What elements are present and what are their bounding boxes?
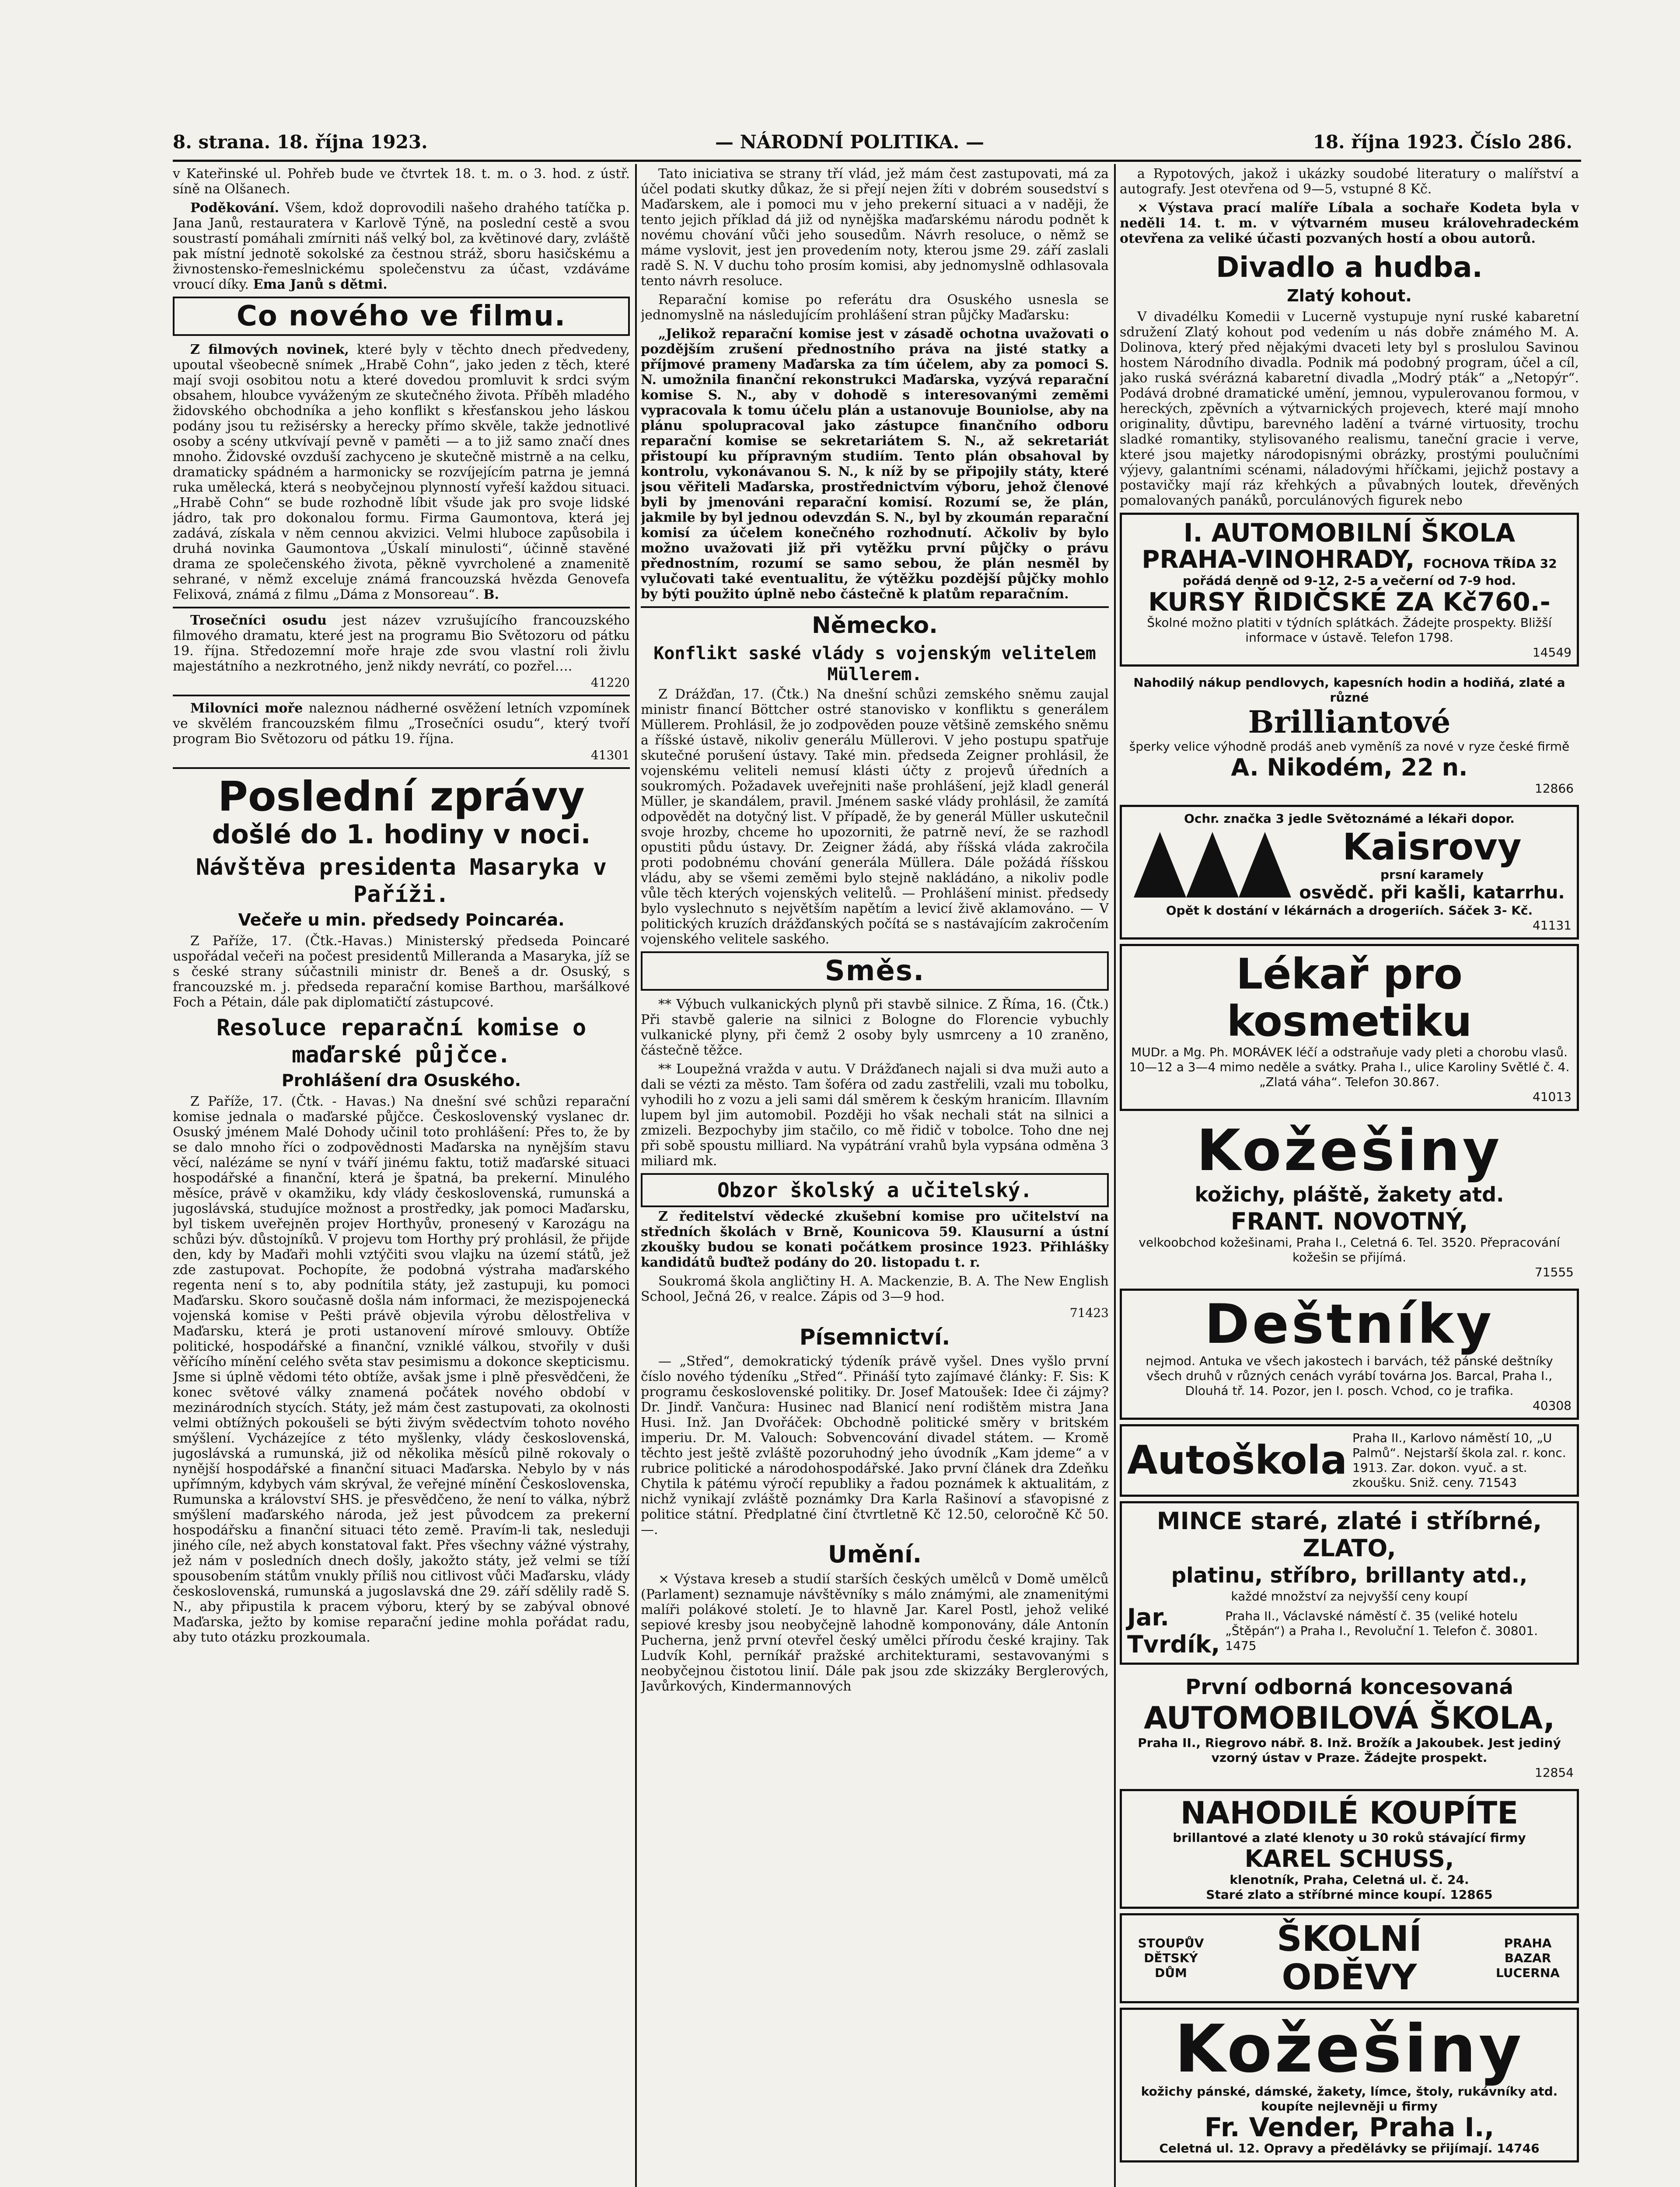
ad-name: Jar. Tvrdík, [1127,1604,1220,1658]
ad-title-block [1277,1920,1422,1997]
ad-reference: 1475 [1225,1639,1257,1653]
divider [641,606,1109,608]
section-heading-art: Umění. [828,1541,922,1568]
ad-text [1127,1887,1572,1902]
notice-text: naleznou nádherné osvěžení letních vzpomínek ve skvělém francouzském filmu „Trosečníci osudu“, který tvoří program Bio Světozoru od pátku 19. října. [173,701,630,747]
ad-body [1127,826,1572,903]
ad-school-clothes [1120,1913,1579,2003]
ad-text: velkoobchod kožešinami, Praha I., Celetná 6. Tel. 3520. Přepracování kožešin se přijímá. [1139,1235,1560,1265]
article-text: v Kateřinské ul. Pohřeb bude ve čtvrtek 18. t. m. o 3. hod. z ústř. síně na Olšanech. [173,166,630,197]
notice-lead: Milovníci moře [190,701,303,716]
subheading-dinner: Večeře u min. předsedy Poincaréa. [238,910,565,929]
ad-text: nejmod. Antuka ve všech jakostech i barvách, též pánské deštníky všech druhů v různých cenách vyrábí továrna Jos. Barcal, Praha I., Dlouhá tř. 14. Pozor, jen I. posch. Vchod, co je trafika. [1146,1354,1553,1398]
section-heading-mix: Směs. [641,951,1109,991]
ad-text-body: Praha II., Václavské náměstí č. 35 (veliké hotelu „Štěpán“) a Praha I., Revoluční 1. Telefon č. 30801. [1225,1609,1538,1638]
film-signature: B. [483,587,499,602]
ad-text: Opět k dostání v lékárnách a drogeriích. Sáček 3- Kč. [1166,903,1533,918]
fir-tree-icon [1134,832,1186,898]
ad-furs-vender [1120,2008,1579,2163]
school-ad: Soukromá škola angličtiny H. A. Mackenzie, B. A. The New English School, Ječná 26, v realce. Zápis od 3—9 hod. [641,1274,1109,1304]
article-text: × Výstava prací malíře Líbala a sochaře Kodeta byla v neděli 14. t. m. v výtvarném museu královehradeckém otevřena za veliké účasti pozvaných hostí a obou autorů. [1120,200,1579,246]
ad-name: KAREL SCHUSS, [1244,1845,1454,1873]
section-heading-film: Co nového ve filmu. [173,297,630,336]
dinner-article: Z Paříže, 17. (Čtk.-Havas.) Ministerský předseda Poincaré uspořádal večeři na počest presidentů Millerandа a Masaryka, jíž se s české strany súčastnili ministr dr. Beneš a dr. Osuský, s francouzské m. j. předseda reparační komise Barthou, maršálkové Foch a Pétain, dále pak diplomatičtí zástupcové. [173,933,630,1010]
ad-title: AUTOMOBILOVÁ ŠKOLA, [1143,1700,1555,1736]
art-article: × Výstava kreseb a studií starších českých umělců v Domě umělců (Parlament) seznamuje návštěvníky s málo známými, ale znamenitými malíři polákové století. Je to hlavně Jar. Karel Postl, jehož veliké sepiové kresby jsou neobyčejně lahodně komponovány, dále Antonín Pucherna, jenž první otevřel český umělci přírodu české krajiny. Tak Ludvík Kohl, perníkář pražské architekturami, sestavovanými s neobyčejnou čistotou linií. Dále pak jsou zde skizzáky Berglerových, Javůrkových, Kindermannových [641,1572,1109,1694]
ad-title: KURSY ŘIDIČSKÉ ZA Kč760.- [1148,587,1551,617]
ad-reference: 14746 [1497,2141,1540,2156]
headline-resolution: Resoluce reparační komise o maďarské půjčce. [216,1015,587,1068]
column-1 [173,166,630,2187]
ad-text-body: Praha II., Karlovo náměstí 10, „U Palmů“. Nejstarší škola zal. r. konc. 1913. Zar. dokon. vyuč. a st. zkoušku. Sniž. ceny. [1352,1431,1566,1490]
film-notice [173,701,630,747]
ad-title: A. Nikodém, 22 n. [1231,754,1468,781]
divider [173,695,630,696]
ad-driving-school [1120,1424,1579,1497]
ad-text: pořádá denně od 9-12, 2-5 a večerní od 7-9 hod. [1183,573,1516,588]
ad-text: klenotník, Praha, Celetná ul. č. 24. [1229,1873,1469,1887]
header-date-number: 18. října 1923. Číslo 286. [1313,131,1572,153]
thanks-text: Všem, kdož doprovodili našeho drahého tatíčka p. Jana Janů, restauratera v Karlově Týně, na poslední cestě a svou soustrastí pomáhali zmírniti náš velký bol, za květinové dary, zvláště pak místní jednotě sokolské za čestnou stráž, sboru hasičskému a živnostensko-řemeslnickému společenstvu za účast, vzdáváme vroucí díky. [173,200,630,292]
ad-address: FOCHOVA TŘÍDA 32 [1423,556,1557,571]
column-2 [641,166,1109,2187]
column-divider [1114,164,1116,2187]
fir-trees-logo [1134,832,1291,898]
literature-article: — „Střed“, demokratický týdeník právě vyšel. Dnes vyšlo první číslo nového týdeníku „Střed“. Přináší tyto zajímavé články: F. Sis: K programu československé politiky. Dr. Josef Matoušek: Idee či zájmy? Dr. Jindř. Vančura: Husinec nad Blanicí není rodištěm mistra Jana Husi. Inž. Jan Dvořáček: Obchodně politické směry v britském imperiu. Dr. M. Valouch: Sobvencování divadel státem. — Kromě těchto jest ještě zvláště pozoruhodný jeho úvodník „Kam jdeme“ a v rubrice politické a národohospodářské. Jako první článek dra Zdeňku Chytila k pátému výročí republiky a řadou poznámek k aktualitám, z nichž vynikají zvláště poznámky Dra Karla Rašinoví a sťavopisné z politice státní. Předplatné činí čtvrtletně Kč 12.50, celoročně Kč 50.—. [641,1354,1109,1537]
ad-text: STOUPŮV DĚTSKÝ DŮM [1138,1936,1204,1980]
ad-title: Kaisrovy [1342,825,1522,868]
ad-automobile-school [1120,513,1579,667]
fir-tree-icon [1239,832,1291,898]
ad-reference: 12865 [1450,1887,1493,1902]
mix-item: ** Výbuch vulkanických plynů při stavbě silnice. Z Říma, 16. (Čtk.) Při stavbě galerie na silnici z Bologne do Florencie vybuchly vulkanické plyny, při čemž 2 osoby byly usmrceny a 10 zraněno, částečně těžce. [641,997,1109,1058]
ad-text: Ochr. značka 3 jedle Světoznámé a lékaři dopor. [1184,811,1515,826]
ad-text: každé množství za nejvyšší ceny koupí [1231,1589,1468,1604]
film-lead: Z filmových novinek, [190,342,349,357]
film-article [173,342,630,602]
ad-umbrellas [1120,1289,1579,1420]
ad-title: I. AUTOMOBILNÍ ŠKOLA [1183,518,1516,548]
page-header [173,131,1572,157]
ad-text: Školné možno platiti v týdních splátkách. Žádejte prospekty. Bližší informace v ústavě. Telefon 1798. [1147,615,1552,645]
ad-reference: 71543 [1477,1475,1517,1490]
ad-reference: 71555 [1534,1265,1574,1279]
ad-text: osvědč. při kašli, katarrhu. [1299,883,1565,903]
ad-kaisers-caramels [1120,805,1579,940]
ad-text: brillantové a zlaté klenoty u 30 roků stávající firmy [1173,1831,1526,1845]
ad-reference: 41131 [1532,918,1572,933]
section-heading-literature: Písemnictví. [799,1324,950,1350]
ad-cosmetics-doctor [1120,944,1579,1111]
film-text: které byly v těchto dnech předvedeny, upoutal všeobecně snímek „Hrabě Cohn“, jako jeden z těch, které mají svoji osobitou notu a které dovedou promluvit k srdci svým obsahem, hloubce vyváženým ze skutečného života. Příběh mladého židovského obchodníka a jeho konflikt s křesťanskou jeho láskou podány jsou tu režisérsky a herecky přímo skvěle, takže jednotlivé osoby a scény utkvívají pevně v paměti — a to již samo značí dnes mnoho. Židovské ovzduší zachyceno je skutečně mistrně a na celku, dramaticky spádném a harmonicky se rozvíjejícím patrna je jemná ruka umělecká, která s neobyčejnou plynností vyřeší každou situaci. „Hrabě Cohn“ se bude rozhodně líbit všude jak pro svoje lidské jádro, tak pro dokonalou formu. Firma Gaumontova, která jej zadává, získala v něm cennou akvizici. Velmi hluboce zapůsobila i druhá novinka Gaumontova „Úskalí minulosti“, účinně stavěné drama ze společenského života, pěkně vyvrcholené a znamenitě sehrané, v němž exceluje známá francouzská hvězda Genovefa Felixová, známá z filmu „Dáma z Monsoreau“. [173,342,630,602]
ad-reference: 41220 [590,675,630,690]
subheading-osusky: Prohlášení dra Osuského. [281,1071,521,1090]
ad-jewellery [1120,671,1579,800]
ad-text-body: Celetná ul. 12. Opravy a předělávky se přijímají. [1159,2141,1493,2156]
ad-text: kožichy pánské, dámské, žakety, límce, štoly, rukávníky atd. koupíte nejlevněji u firmy [1141,2084,1558,2114]
theatre-article: V divadélku Komedii v Lucerně vystupuje nyní ruské kabaretní sdružení Zlatý kohout pod vedením u nás dobře známého M. A. Dolinova, který před nějakými dvaceti lety byl s proslulou Savinou hostem Národního divadla. Podnik má podobný program, účel a cíl, jako ruská svérázná kabaretní divadla „Modrý pták“ a „Netopýr“. Podává drobné dramatické umění, jemnou, vypulerovanou formou, v hereckých, zpěvních a výtvarnických projevech, které mají mnoho originality, důvtipu, barevného ladění a tvárné virtuosity, trochu sladké romantiky, stylisovaného realismu, taneční gracie i verve, které jsou majetky národopisnými obrázky, prostými poulučními výjevy, galantními scénami, náladovými hříčkami, jejichž postavy a postavičky mají ráz křehkých a půvabných loutek, dřevěných pomalovaných panáků, porculánových figurek nebo [1120,309,1579,508]
ad-body-text [1299,826,1565,903]
subheading-golden-cockerel: Zlatý kohout. [1287,286,1412,305]
thanks-notice [173,200,630,292]
headline-latest-news-sub: došlé do 1. hodiny v noci. [212,819,591,850]
ad-text: šperky velice výhodně prodáš aneb vyměníš za nové v ryze české firmě [1129,739,1570,754]
ad-title: Lékař pro kosmetiku [1226,950,1472,1046]
headline-saxony-conflict: Konflikt saské vlády s vojenským velitelem Müllerem. [653,643,1096,685]
ad-title: NAHODILÉ KOUPÍTE [1180,1795,1519,1831]
divider [173,767,630,769]
ad-title: Kožešiny [1196,1117,1502,1184]
header-page-number: 8. strana. 18. října 1923. [173,131,428,153]
column-3 [1120,166,1579,2187]
ad-title: ŠKOLNÍ [1277,1918,1422,1959]
ad-title: ODĚVY [1282,1957,1417,1998]
ad-text-body: Staré zlato a stříbrné mince koupí. [1206,1887,1446,1902]
ad-title: Kožešiny [1174,2011,1524,2087]
resolution-quote: „Jelikož reparační komise jest v zásadě ochotna uvažovati o pozdějším zrušení přednostního práva na jisté statky a příjmové prameny Maďarska za tím účelem, aby za pomoci S. N. umožnila finanční rekonstrukci Maďarska, vyzývá reparační komise S. N., aby v dohodě s interesovanými zeměmi vypracovala k tomu účelu plán a ustanovuje Bouniolse, aby na plánu spolupracoval jako zástupce finančního odboru reparační komise se sekretariátem S. N., až sekretariát přistoupí ku přípravným studiím. Tento plán obsahoval by kontrolu, vykonávanou S. N., k níž by se připojily státy, které jsou věřiteli Maďarska, prostřednictvím výboru, jehož členové byli by jmenováni reparační komisí. Rozumí se, že plán, jakmile by byl jednou odevzdán S. N., byl by zkoumán reparační komisí za účelem konečného rozhodnutí. Ačkoliv by bylo možno uvažovati již při vytěžku první půjčky o právu přednostním, rozumí se samo sebou, že plán nesměl by vylučovati také eventualitu, že výtěžku pozdější půjčky mohlo by býti použito úplně nebo částečně k platům reparačním. [641,326,1109,602]
ad-title: Autoškola [1127,1437,1347,1483]
ad-title-part: PRAHA-VINOHRADY, [1142,545,1415,574]
article-text: Reparační komise po referátu dra Osuského usnesla se jednomyslně na následujícím prohlášení stran půjčky Maďarsku: [641,292,1109,323]
ad-text: kožichy, pláště, žakety atd. [1195,1183,1504,1206]
ad-title: Brilliantové [1248,704,1451,740]
germany-article: Z Drážďan, 17. (Čtk.) Na dnešní schůzi zemského sněmu zaujal ministr financí Böttcher ostré stanovisko v konfliktu s generálem Müllerem. Prohlásil, že jo zodpověden pouze většině zemského sněmu a říšské ústavě, nikoliv generálu Müllerovi. V jeho postupu spatřuje skutečné porušení ústavy. Také min. předseda Zeigner prohlásil, že vojenskému veliteli nemusí klásti účty z projevů úředních a soukromých. Požadavek uveřejniti naše prohlášení, jejž kladl generál Müller, je skandálem, pravil. Jménem saské vlády prohlásil, že zamítá odpovědět na dotyčný list. V případě, že by generál Müller uskutečnil svoje hrozby, chceme ho upozorniti, že patrně neví, že se razhodl opustiti půdu ústavy. Dr. Zeigner žádá, aby říšská vláda zakročila proti podobnému chování generála Müllera. Dále požádá říšskou vládu, aby se všemi zeměmi bylo stejně nakládáno, a nikoliv podle vůle těch kterých vojenských velitelů. — Prohlášení minist. předsedy bylo vyslechnuto s největším napětím a levicí živě aklamováno. — V politických kruzích drážďanských počítá se s nastávajícím zakročením vojenského velitele saského. [641,687,1109,947]
resolution-article: Z Paříže, 17. (Čtk. - Havas.) Na dnešní své schůzi reparační komise jednala o maďarské půjčce. Československý vyslanec dr. Osuský jménem Malé Dohody učinil toto prohlášení: Přes to, že by se dalo mnoho říci o zodpovědnosti Maďarska na nynějším stavu věcí, nalézáme se nyní v tváří jinému faktu, totiž maďarské situaci hospodářské a finanční, která je špatná, ba prekerní. Minulého měsíce, právě v okamžiku, kdy vlády československá, rumunská a jugoslávská, studujíce možnost a prostředky, jak pomoci Maďarsku, byl tiskem uveřejněn projev Horthyův, pronesený v Karozágu na schůzi býv. důstojníků. V projevu tom Horthy prý prohlásil, že přijde den, kdy by Maďaři mohli vztýčiti svou vlajku na území států, jež zde zastupovat. Pochopíte, že podobná výstraha maďarského regenta není s to, aby podnítila státy, jež zastupuji, ku pomoci Maďarsku. Skoro současně došla nám informaci, že mezispojenecká vojenská komise v Pešti právě objevila výrobu dělostřeliva v Maďarsku, která je proti ustanovení mírové smlouvy. Obtíže politické, hospodářské a finanční, vzniklé válkou, stvořily v duši věřícího mínění celého světa stav pesimismu a dokonce skepticismu. Jsme si úplně vědomi této obtíže, avšak jsme i plně přesvědčeni, že konec světové války znamená počátek nového období v mezinárodních stycích. Státy, jež mám čest zastupovati, za okolnosti velmi obtížných pokoušeli se býti živým svědectvím tohoto nového smýšlení. Vycházejíce z této myšlenky, vlády československá, jugoslávská a rumunská, již od několika měsíců pilně rokovaly o nynější hospodářské a finanční situaci Maďarska. Nebylo by v nás upřímným, kdybych vám skrýval, že veřejné mínění Československa, Rumunska a království SHS. je přesvědčeno, že není to válka, nýbrž smýšlení maďarského národa, jež jest původcem za prekerní hospodářsku a finanční situaci této země. Pravím-li tak, nesleduji jiného cíle, než abych konstatoval fakt. Přes všechny vážné výstrahy, jež nám v posledních dnech došly, jakožto státy, jež velmi se tíží spousobením státům vnukly příliš nou citlivost vůči Maďarsku, vlády československá, rumunská a jugoslavská dne 29. září sdělily radě S. N., aby připustila k pracem výboru, který by se zabýval obnové Maďarska, ježto by komise reparační jedine mohla pořádat radu, aby tuto otázku prozkoumala. [173,1094,630,1645]
divider [173,607,630,608]
ad-text: Praha II., Riegrovo nábř. 8. Inž. Brožík a Jakoubek. Jest jediný vzorný ústav v Praze. Žádejte prospekt. [1138,1736,1561,1765]
ad-reference: 71423 [1069,1306,1109,1320]
ad-text: PRAHA BAZAR LUCERNA [1496,1936,1560,1980]
ad-reference: 14549 [1532,645,1572,660]
ad-title: platinu, stříbro, brillanty atd., [1171,1563,1528,1588]
ad-title: FRANT. NOVOTNÝ, [1230,1208,1468,1235]
ad-reference: 12854 [1534,1765,1574,1780]
ad-text [1352,1431,1572,1490]
headline-latest-news: Poslední zprávy [218,773,585,821]
ad-text: MUDr. a Mg. Ph. MORÁVEK léčí a odstraňuje vady pleti a chorobu vlasů. 10—12 a 3—4 mimo neděle a svátky. Praha I., ulice Karoliny Světlé č. 4. „Zlatá váha“. Telefon 30.867. [1129,1045,1570,1089]
column-divider [635,164,637,2187]
headline-masaryk-visit: Návštěva presidenta Masaryka v Paříži. [196,854,607,908]
ad-text: První odborná koncesovaná [1185,1675,1513,1699]
notice-text: jest název vzrušujícího francouzského filmového dramatu, které jest na programu Bio Světozoru od pátku 19. října. Středozemní moře hraje zde svou vlastní roli živlu majestátního a nezkrotného, jenž nikdy nevrátí, co pozřel…. [173,613,630,674]
header-rule [173,160,1581,162]
article-text: a Rypotových, jakož i ukázky soudobé literatury o malířství a autografy. Jest otevřena od 9—5, vstupné 8 Kč. [1120,166,1579,197]
ad-text: prsní karamely [1380,867,1484,882]
ad-automobile-school-2 [1120,1669,1579,1785]
fir-tree-icon [1186,832,1239,898]
school-article: Z ředitelství vědecké zkušební komise pro učitelství na středních školách v Brně, Kounicova 59. Klausurní a ústní zkoušky budou se konati počátkem prosince 1923. Přihlášky kandidátů buďtež podány do 20. listopadu t. r. [641,1209,1109,1270]
ad-coins-gold [1120,1501,1579,1665]
ad-title [1127,546,1572,573]
film-notice [173,613,630,674]
notice-lead: Trosečníci osudu [190,613,327,628]
ad-furs-novotny [1120,1115,1579,1284]
ad-text [1127,2141,1572,2156]
ad-title: Deštníky [1204,1293,1495,1356]
ad-reference: 41013 [1532,1090,1572,1104]
section-heading-germany: Německo. [812,612,938,639]
ad-name: Fr. Vender, Praha I., [1204,2112,1495,2143]
ad-text: Nahodilý nákup pendlovych, kapesních hodin a hodiňá, zlaté a různé [1133,675,1565,705]
article-text: Tato iniciativa se strany tří vlád, jež mám čest zastupovati, má za účel podati skutky důkaz, že si přejí nejen žíti v dobrém sousedství s Maďarskem, ale i pomoci mu v jeho prekerní situaci a v naději, že tento jejich příklad dá již od nynějška maďarskému národu podnět k novému chování vůči jeho sousedům. Návrh resoluce, o němž se máme vyslovit, jest jen provedením noty, kterou jsme 29. září zaslali radě S. N. V duchu toho prosím komisi, aby jednomyslně odhlasovala tento návrh resoluce. [641,166,1109,289]
section-heading-theatre: Divadlo a hudba. [1216,252,1483,284]
thanks-lead: Poděkování. [190,200,279,216]
ad-karel-schuss [1120,1789,1579,1909]
ad-contact [1127,1604,1572,1658]
ad-reference: 40308 [1532,1398,1572,1413]
thanks-signature: Ema Janů s dětmi. [253,277,388,292]
header-title: — NÁRODNÍ POLITIKA. — [715,131,985,153]
mix-item: ** Loupežná vražda v autu. V Drážďanech najali si dva muži auto a dali se vézti za město. Tam šoféra od zadu zastřelili, vzali mu tobolku, vyhodili ho z vozu a jeli sami dál směrem k českým hranicím. Illavním lupem byl jim automobil. Později ho však nechali stát na silnici a zmizeli. Bezpochyby jim stačilo, co mě řidič v tobolce. Toho dne nej při sobě spoustu milliard. Na vypátrání vrahů byla vypsána odměna 3 miliard mk. [641,1062,1109,1169]
section-heading-school: Obzor školský a učitelský. [641,1173,1109,1207]
ad-reference: 12866 [1534,781,1574,796]
ad-title: MINCE staré, zlaté i stříbrné, ZLATO, [1156,1507,1542,1562]
ad-reference: 41301 [590,748,630,762]
ad-text [1225,1609,1572,1653]
